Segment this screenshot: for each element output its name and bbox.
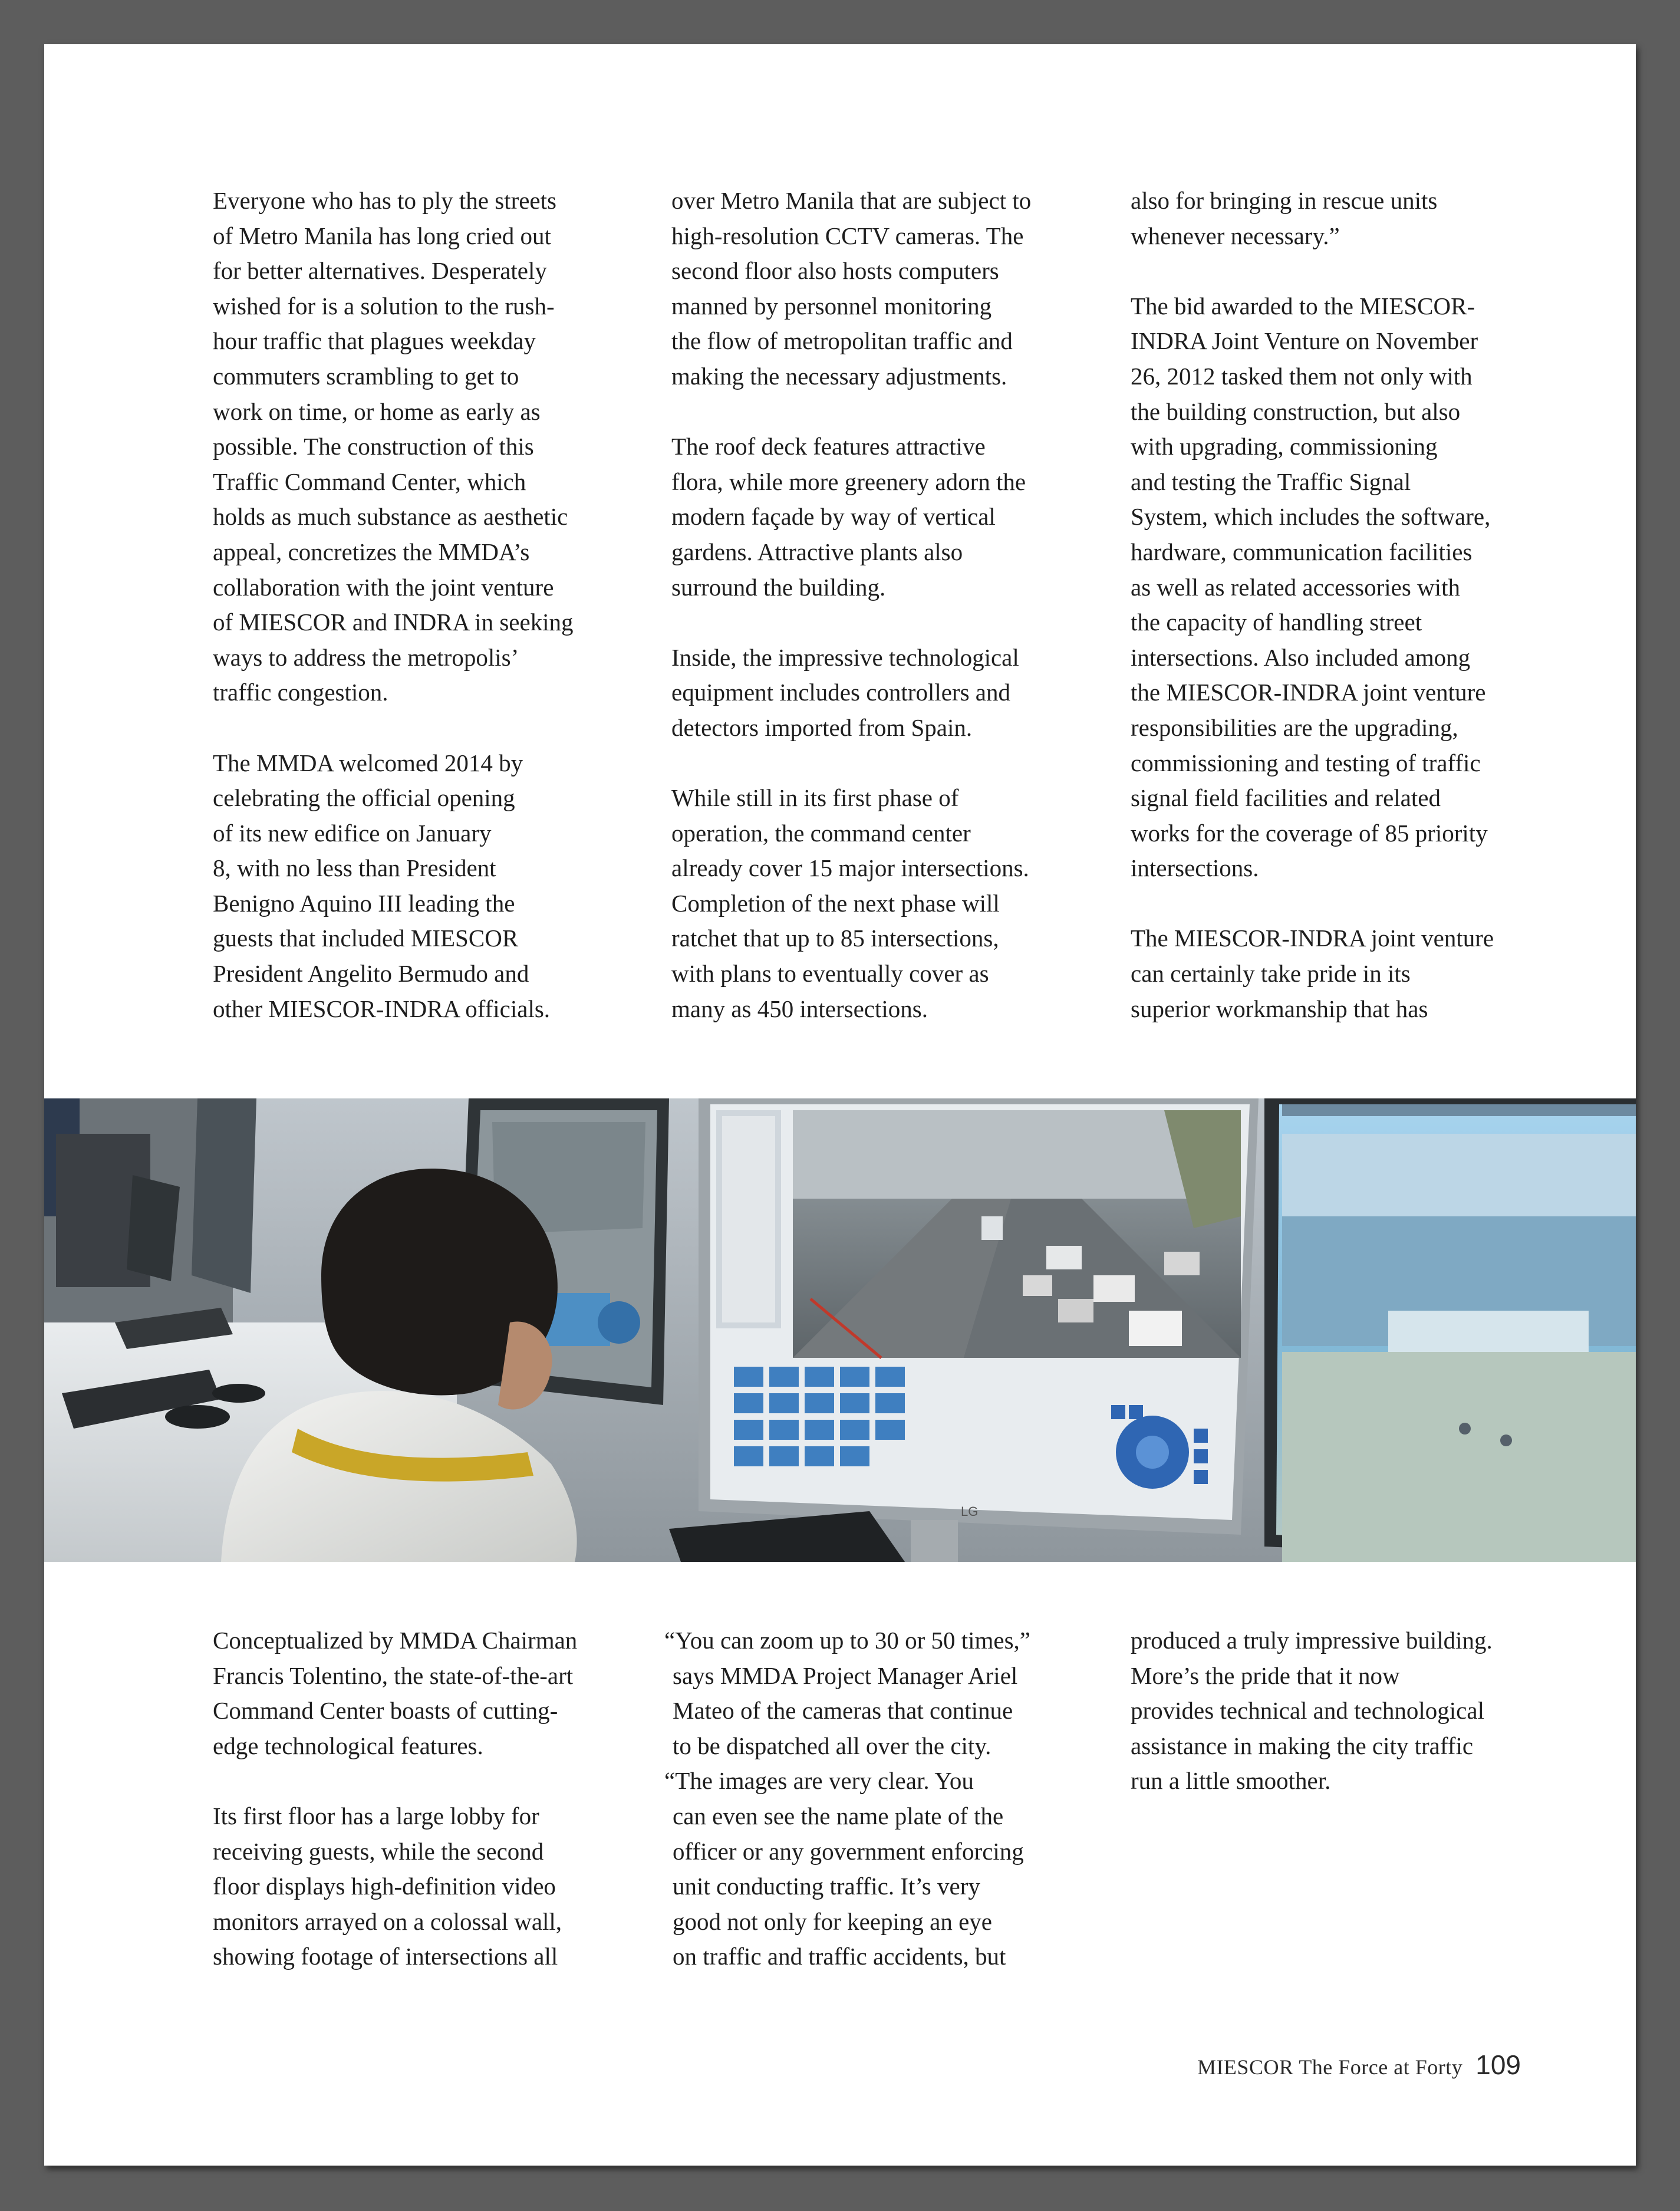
text-line: 8, with no less than President bbox=[213, 854, 496, 882]
text-line: of MIESCOR and INDRA in seeking bbox=[213, 608, 574, 636]
text-line: making the necessary adjustments. bbox=[671, 362, 1007, 390]
text-line: possible. The construction of this bbox=[213, 433, 534, 460]
text-line: 26, 2012 tasked them not only with bbox=[1131, 362, 1473, 390]
bottom-column-1 bbox=[213, 1623, 577, 1975]
text-line: Traffic Command Center, which bbox=[213, 468, 526, 495]
text-line: produced a truly impressive building. bbox=[1131, 1627, 1493, 1654]
text-line: ways to address the metropolis’ bbox=[213, 643, 519, 671]
text-line: assistance in making the city traffic bbox=[1131, 1732, 1474, 1759]
text-line: The MMDA welcomed 2014 by bbox=[213, 749, 523, 777]
paragraph bbox=[1131, 921, 1494, 1026]
text-line: works for the coverage of 85 priority bbox=[1131, 819, 1488, 847]
text-line: detectors imported from Spain. bbox=[671, 713, 973, 741]
text-line: run a little smoother. bbox=[1131, 1767, 1331, 1795]
text-line: Francis Tolentino, the state-of-the-art bbox=[213, 1661, 574, 1689]
text-line: high-resolution CCTV cameras. The bbox=[671, 222, 1024, 249]
text-line: the MIESCOR-INDRA joint venture bbox=[1131, 679, 1486, 706]
text-line: of its new edifice on January bbox=[213, 819, 492, 847]
paragraph bbox=[671, 781, 1031, 1026]
text-line: and testing the Traffic Signal bbox=[1131, 468, 1411, 495]
text-line: wished for is a solution to the rush- bbox=[213, 292, 555, 320]
text-line: System, which includes the software, bbox=[1131, 503, 1491, 531]
text-line: collaboration with the joint venture bbox=[213, 573, 554, 601]
text-line: Its first floor has a large lobby for bbox=[213, 1802, 539, 1830]
text-line: gardens. Attractive plants also bbox=[671, 538, 963, 565]
page-footer bbox=[1197, 2049, 1521, 2081]
text-line: The bid awarded to the MIESCOR- bbox=[1131, 292, 1475, 320]
text-line: ratchet that up to 85 intersections, bbox=[671, 924, 999, 952]
paragraph bbox=[1131, 289, 1494, 886]
text-line: work on time, or home as early as bbox=[213, 397, 541, 425]
traffic-command-center-photo bbox=[44, 1098, 1636, 1562]
text-line: Benigno Aquino III leading the bbox=[213, 889, 515, 917]
text-line: can even see the name plate of the bbox=[673, 1802, 1004, 1830]
paragraph bbox=[213, 183, 574, 710]
text-line: surround the building. bbox=[671, 573, 886, 601]
top-column-2 bbox=[671, 183, 1031, 1026]
text-line: the flow of metropolitan traffic and bbox=[671, 327, 1013, 355]
text-line: intersections. bbox=[1131, 854, 1259, 882]
text-line: superior workmanship that has bbox=[1131, 995, 1428, 1022]
text-line: monitors arrayed on a colossal wall, bbox=[213, 1907, 562, 1935]
paragraph bbox=[213, 1623, 577, 1763]
text-line: commissioning and testing of traffic bbox=[1131, 749, 1481, 777]
text-line: intersections. Also included among bbox=[1131, 643, 1471, 671]
text-line: other MIESCOR-INDRA officials. bbox=[213, 995, 551, 1022]
text-line: responsibilities are the upgrading, bbox=[1131, 713, 1458, 741]
text-line: already cover 15 major intersections. bbox=[671, 854, 1029, 882]
text-line: whenever necessary.” bbox=[1131, 222, 1340, 249]
text-line: “You can zoom up to 30 or 50 times,” bbox=[664, 1627, 1031, 1654]
text-line: as well as related accessories with bbox=[1131, 573, 1460, 601]
text-line: Inside, the impressive technological bbox=[671, 643, 1019, 671]
text-line: receiving guests, while the second bbox=[213, 1837, 544, 1865]
bottom-column-3 bbox=[1131, 1623, 1493, 1799]
text-line: traffic congestion. bbox=[213, 679, 388, 706]
top-column-1 bbox=[213, 183, 574, 1026]
paragraph bbox=[671, 183, 1031, 394]
paragraph bbox=[671, 429, 1031, 605]
text-line: operation, the command center bbox=[671, 819, 971, 847]
text-line: Mateo of the cameras that continue bbox=[673, 1697, 1013, 1725]
text-line: with upgrading, commissioning bbox=[1131, 433, 1438, 460]
text-line: Everyone who has to ply the streets bbox=[213, 187, 556, 214]
text-line: hour traffic that plagues weekday bbox=[213, 327, 536, 355]
document-page bbox=[44, 44, 1636, 2166]
text-line: President Angelito Bermudo and bbox=[213, 960, 529, 988]
text-line: to be dispatched all over the city. bbox=[673, 1732, 991, 1759]
text-line: More’s the pride that it now bbox=[1131, 1661, 1400, 1689]
text-line: flora, while more greenery adorn the bbox=[671, 468, 1026, 495]
page-number: 109 bbox=[1475, 2049, 1521, 2080]
paragraph bbox=[671, 640, 1031, 746]
text-line: Command Center boasts of cutting- bbox=[213, 1697, 558, 1725]
text-line: good not only for keeping an eye bbox=[673, 1907, 992, 1935]
text-line: showing footage of intersections all bbox=[213, 1943, 558, 1970]
bottom-column-2 bbox=[664, 1623, 1030, 1975]
text-line: modern façade by way of vertical bbox=[671, 503, 996, 531]
publication-title: MIESCOR The Force at Forty bbox=[1197, 2055, 1463, 2079]
text-line: The MIESCOR-INDRA joint venture bbox=[1131, 924, 1494, 952]
text-line: second floor also hosts computers bbox=[671, 257, 999, 285]
text-line: signal field facilities and related bbox=[1131, 784, 1441, 812]
text-line: manned by personnel monitoring bbox=[671, 292, 992, 320]
text-line: hardware, communication facilities bbox=[1131, 538, 1473, 565]
text-line: guests that included MIESCOR bbox=[213, 924, 519, 952]
top-column-3 bbox=[1131, 183, 1494, 1026]
text-line: of Metro Manila has long cried out bbox=[213, 222, 551, 249]
text-line: says MMDA Project Manager Ariel bbox=[673, 1661, 1018, 1689]
monitor-brand-logo: LG bbox=[961, 1504, 979, 1519]
text-line: provides technical and technological bbox=[1131, 1697, 1484, 1725]
text-line: celebrating the official opening bbox=[213, 784, 515, 812]
text-line: on traffic and traffic accidents, but bbox=[673, 1943, 1006, 1970]
text-line: the capacity of handling street bbox=[1131, 608, 1422, 636]
paragraph bbox=[1131, 183, 1494, 254]
text-line: for better alternatives. Desperately bbox=[213, 257, 547, 285]
text-line: officer or any government enforcing bbox=[673, 1837, 1024, 1865]
paragraph bbox=[1131, 1623, 1493, 1799]
text-line: can certainly take pride in its bbox=[1131, 960, 1411, 988]
text-line: Completion of the next phase will bbox=[671, 889, 1000, 917]
text-line: commuters scrambling to get to bbox=[213, 362, 519, 390]
text-line: the building construction, but also bbox=[1131, 397, 1461, 425]
text-line: equipment includes controllers and bbox=[671, 679, 1010, 706]
text-line: appeal, concretizes the MMDA’s bbox=[213, 538, 530, 565]
text-line: unit conducting traffic. It’s very bbox=[673, 1873, 980, 1900]
text-line: The roof deck features attractive bbox=[671, 433, 986, 460]
text-line: floor displays high-definition video bbox=[213, 1873, 556, 1900]
text-line: holds as much substance as aesthetic bbox=[213, 503, 568, 531]
text-line: While still in its first phase of bbox=[671, 784, 959, 812]
text-line: over Metro Manila that are subject to bbox=[671, 187, 1032, 214]
paragraph bbox=[213, 746, 574, 1027]
text-line: “The images are very clear. You bbox=[664, 1767, 974, 1795]
text-line: many as 450 intersections. bbox=[671, 995, 928, 1022]
text-line: with plans to eventually cover as bbox=[671, 960, 989, 988]
text-line: Conceptualized by MMDA Chairman bbox=[213, 1627, 578, 1654]
paragraph bbox=[664, 1623, 1030, 1975]
paragraph bbox=[213, 1799, 577, 1975]
text-line: INDRA Joint Venture on November bbox=[1131, 327, 1478, 355]
text-line: also for bringing in rescue units bbox=[1131, 187, 1438, 214]
text-line: edge technological features. bbox=[213, 1732, 483, 1759]
